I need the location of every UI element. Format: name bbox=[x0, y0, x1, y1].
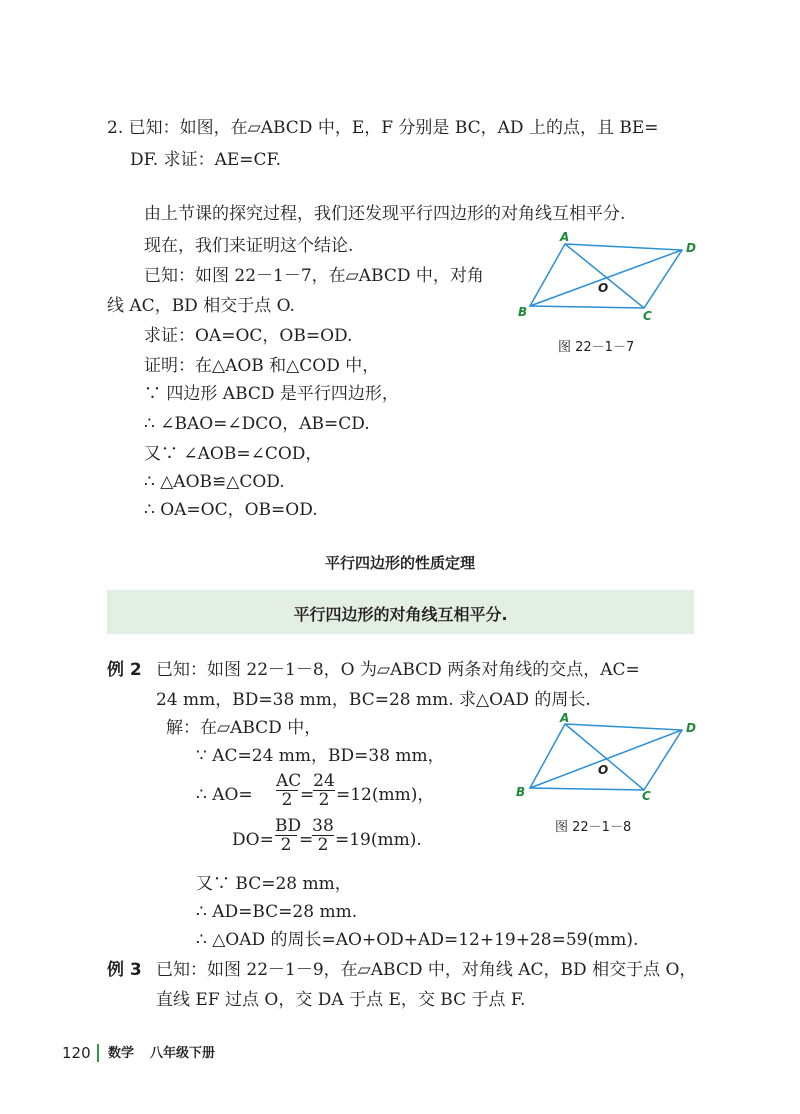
fraction-denominator: 2 bbox=[317, 835, 329, 855]
footer-subject: 数学 bbox=[108, 1046, 135, 1061]
figure-22-1-8 bbox=[510, 712, 710, 812]
equals-sign: = bbox=[300, 785, 315, 805]
vertex-label-a: A bbox=[560, 230, 570, 244]
fraction-denominator: 2 bbox=[281, 790, 293, 810]
figure-caption-22-1-7: 图 22－1－7 bbox=[558, 340, 635, 355]
proof-start: 证明：在△AOB 和△COD 中， bbox=[144, 356, 380, 376]
ao-prefix: ∴ AO= bbox=[196, 785, 253, 805]
diagonal-ac bbox=[565, 244, 644, 308]
solution-since-2: 又∵ BC=28 mm， bbox=[196, 874, 352, 894]
solution-then-2: ∴ △OAD 的周长=AO+OD+AD=12+19+28=59(mm). bbox=[196, 930, 639, 950]
proof-step: ∴ △AOB≌△COD. bbox=[144, 472, 285, 492]
vertex-label-c: C bbox=[643, 309, 652, 323]
example-2-line-2: 24 mm，BD=38 mm，BC=28 mm. 求△OAD 的周长. bbox=[156, 690, 591, 710]
parallelogram-abcd bbox=[530, 244, 682, 308]
example-3-line-2: 直线 EF 过点 O，交 DA 于点 E，交 BC 于点 F. bbox=[156, 990, 526, 1010]
fraction-24-over-2 bbox=[313, 772, 335, 809]
diagonal-bd bbox=[530, 730, 682, 788]
vertex-label-d: D bbox=[686, 241, 696, 255]
fraction-denominator: 2 bbox=[280, 835, 292, 855]
page-number: 120 bbox=[62, 1044, 91, 1062]
proof-step: ∵ 四边形 ABCD 是平行四边形， bbox=[144, 384, 399, 404]
footer-divider bbox=[97, 1044, 99, 1062]
ao-result: =12(mm)， bbox=[336, 785, 435, 805]
vertex-label-d: D bbox=[686, 721, 696, 735]
proof-to-prove: 求证：OA=OC，OB=OD. bbox=[144, 326, 353, 346]
vertex-label-o: O bbox=[598, 763, 609, 777]
fraction-numerator: BD bbox=[275, 816, 302, 836]
theorem-heading: 平行四边形的性质定理 bbox=[324, 554, 475, 572]
theorem-statement: 平行四边形的对角线互相平分. bbox=[293, 605, 508, 624]
example-2-line-1: 已知：如图 22－1－8，O 为▱ABCD 两条对角线的交点，AC= bbox=[156, 660, 640, 680]
solution-since-1: ∵ AC=24 mm，BD=38 mm， bbox=[196, 746, 445, 766]
proof-step: ∴ OA=OC，OB=OD. bbox=[144, 500, 318, 520]
vertex-label-a: A bbox=[560, 712, 570, 725]
proof-step: 又∵ ∠AOB=∠COD， bbox=[144, 444, 323, 464]
example-3-label: 例 3 bbox=[107, 960, 142, 980]
diagonal-ac bbox=[565, 724, 644, 790]
example-2-label: 例 2 bbox=[107, 660, 142, 680]
solution-then-1: ∴ AD=BC=28 mm. bbox=[196, 902, 358, 922]
fraction-bd-over-2 bbox=[275, 816, 302, 855]
do-prefix: DO= bbox=[232, 830, 274, 850]
vertex-label-b: B bbox=[518, 305, 528, 319]
proof-intro-1: 由上节课的探究过程，我们还发现平行四边形的对角线互相平分. bbox=[144, 204, 626, 224]
diagonal-bd bbox=[530, 250, 682, 306]
footer-grade: 八年级下册 bbox=[150, 1046, 216, 1061]
proof-given-1: 已知：如图 22－1－7，在▱ABCD 中，对角 bbox=[144, 266, 484, 286]
figure-caption-22-1-8: 图 22－1－8 bbox=[555, 820, 632, 835]
do-result: =19(mm). bbox=[335, 830, 422, 850]
proof-step: ∴ ∠BAO=∠DCO，AB=CD. bbox=[144, 414, 370, 434]
fraction-numerator: AC bbox=[276, 771, 302, 791]
fraction-numerator: 38 bbox=[312, 816, 334, 836]
proof-intro-2: 现在，我们来证明这个结论. bbox=[144, 236, 354, 256]
example-3-line-1: 已知：如图 22－1－9，在▱ABCD 中，对角线 AC，BD 相交于点 O， bbox=[156, 960, 697, 980]
vertex-label-o: O bbox=[598, 281, 609, 295]
fraction-38-over-2 bbox=[312, 817, 334, 854]
fraction-denominator: 2 bbox=[318, 790, 330, 810]
figure-22-1-7 bbox=[510, 230, 710, 330]
problem-2-line-1: 2. 已知：如图，在▱ABCD 中，E，F 分别是 BC，AD 上的点，且 BE= bbox=[107, 118, 659, 138]
theorem-box bbox=[107, 590, 694, 634]
vertex-label-c: C bbox=[642, 789, 651, 803]
vertex-label-b: B bbox=[516, 785, 526, 799]
fraction-numerator: 24 bbox=[313, 771, 335, 791]
equals-sign: = bbox=[299, 830, 314, 850]
problem-2-line-2: DF. 求证：AE=CF. bbox=[130, 150, 282, 170]
solution-intro: 解：在▱ABCD 中， bbox=[166, 718, 322, 738]
proof-given-2: 线 AC，BD 相交于点 O. bbox=[107, 296, 295, 316]
fraction-ac-over-2 bbox=[276, 771, 302, 810]
